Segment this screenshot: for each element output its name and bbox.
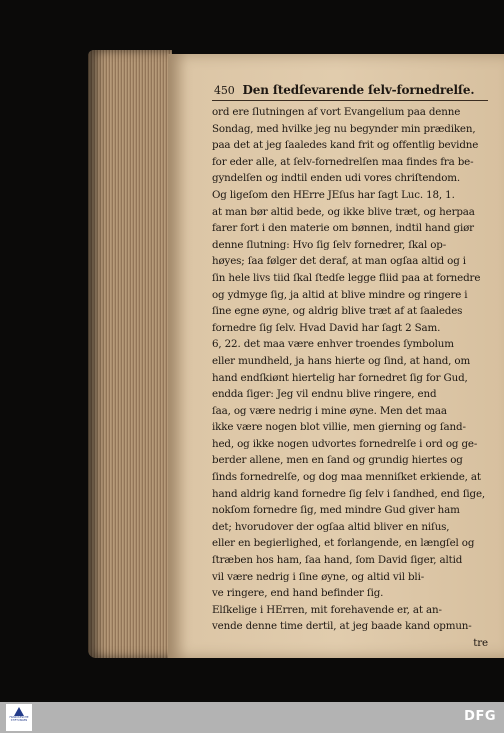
text-line: ſine egne øyne, og aldrig blive træt af at ſaaledes	[212, 305, 463, 318]
text-line: Elſkelige i HErren, mit forehavende er, at an-	[212, 603, 442, 616]
library-logo-text: FRANCKESCHE STIFTUNGEN	[9, 716, 29, 722]
text-line: denne ſlutning: Hvo ſig ſelv fornedrer, ſkal op-	[212, 238, 447, 251]
text-line: fornedre ſig ſelv. Hvad David har ſagt 2 Sam.	[212, 321, 441, 334]
body-text	[212, 104, 488, 635]
text-line: og ydmyge ſig, ja altid at blive mindre og ringere i	[212, 288, 468, 301]
text-line: hand endſkiønt hiertelig har fornedret ſig for Gud,	[212, 371, 468, 384]
text-line: ord ere ſlutningen af vort Evangelium paa denne	[212, 106, 461, 118]
running-head	[212, 82, 488, 99]
text-line: ve ringere, end hand befinder ſig.	[212, 587, 384, 600]
text-line: ſtræben hos ham, ſaa hand, ſom David ſiger, altid	[212, 554, 463, 567]
text-line: vende denne time dertil, at jeg baade kand opmun-	[212, 620, 472, 633]
text-line: ſin hele livs tiid ſkal ſtedſe legge fliid paa at fornedre	[212, 271, 481, 284]
text-line: eller mundheld, ja hans hierte og ſind, at hand, om	[212, 354, 471, 367]
text-line: ſaa, og være nedrig i mine øyne. Men det maa	[212, 404, 447, 417]
footer-bar	[0, 702, 504, 733]
text-line: 6, 22. det maa være enhver troendes ſymbolum	[212, 338, 454, 351]
text-line: nokſom fornedre ſig, med mindre Gud giver ham	[212, 504, 460, 517]
library-logo-icon	[14, 707, 24, 716]
text-line: hed, og ikke nogen udvortes fornedrelſe i ord og ge-	[212, 437, 478, 450]
running-head-title: Den ſtedſevarende ſelv-fornedrelſe.	[242, 83, 475, 97]
text-line: eller en begierlighed, et forlangende, en længſel og	[212, 537, 475, 550]
text-line: at man bør altid bede, og ikke blive træt, og herpaa	[212, 205, 475, 218]
text-line: det; hvorudover der ogſaa altid bliver en niſus,	[212, 520, 450, 533]
text-line: ikke være nogen blot villie, men gierning og ſand-	[212, 421, 466, 434]
text-line: Sondag, med hvilke jeg nu begynder min prædiken,	[212, 122, 476, 135]
catchword: tre	[473, 637, 488, 649]
page-number: 450	[214, 84, 235, 97]
text-line: hand aldrig kand fornedre ſig ſelv i ſandhed, end ſige,	[212, 487, 486, 500]
text-line: Og ligeſom den HErre JEſus har ſagt Luc. 18, 1.	[212, 188, 455, 201]
text-line: berder allene, men en ſand og grundig hiertes og	[212, 454, 463, 467]
text-line: paa det at jeg ſaaledes kand frit og offentlig bevidne	[212, 139, 479, 152]
text-line: gyndelſen og indtil enden udi vores chriſtendom.	[212, 172, 461, 185]
text-line: farer fort i den materie om bønnen, indtil hand giør	[212, 222, 474, 235]
page-text	[212, 82, 488, 652]
library-logo	[6, 704, 32, 731]
text-line: for eder alle, at ſelv-fornedrelſen maa findes fra be-	[212, 155, 474, 168]
text-line: endda ſiger: Jeg vil endnu blive ringere, end	[212, 388, 437, 401]
text-line: høyes; ſaa følger det deraf, at man ogſaa altid og i	[212, 255, 466, 268]
dfg-logo: DFG	[464, 709, 496, 724]
page-edges	[88, 50, 172, 658]
text-line: vil være nedrig i ſine øyne, og altid vil bli-	[212, 570, 425, 583]
header-rule	[212, 100, 488, 101]
text-line: ſinds fornedrelſe, og dog maa menniſket erkiende, at	[212, 471, 481, 484]
